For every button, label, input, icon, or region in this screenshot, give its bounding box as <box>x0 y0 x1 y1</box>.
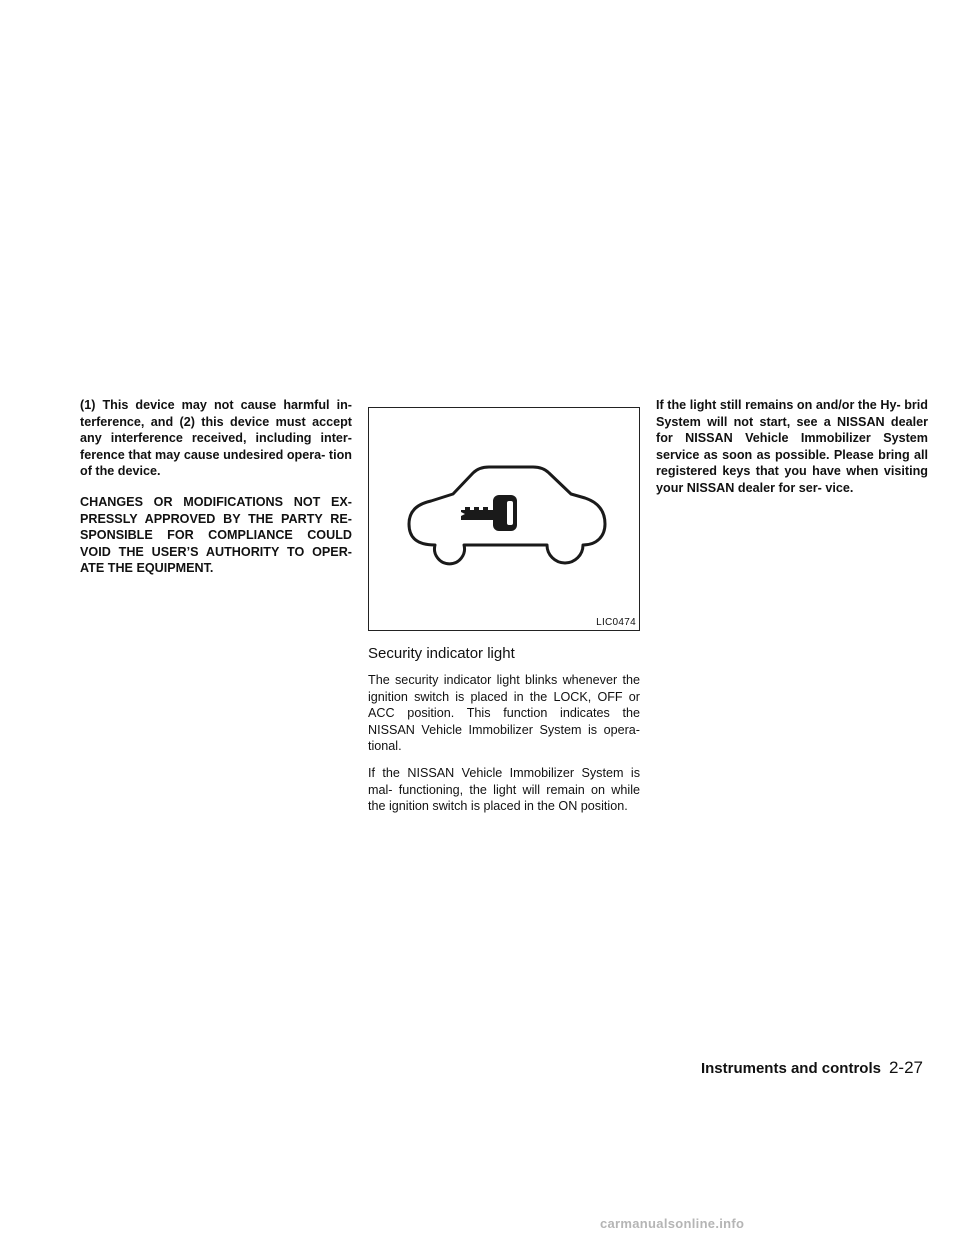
malfunction-paragraph: If the NISSAN Vehicle Immobilizer System is mal- functioning, the light will remain on while the ignition switch is placed in the ON position. <box>368 765 640 814</box>
page-number: 2-27 <box>888 1058 923 1077</box>
watermark: carmanualsonline.info <box>600 1216 745 1231</box>
figure-code: LIC0474 <box>596 617 636 628</box>
dealer-service-paragraph: If the light still remains on and/or the Hy- brid System will not start, see a NISSAN dealer for NISSAN Vehicle Immobilizer System service as soon as possible. Please bring all registered keys that you have when visiting your NISSAN dealer for ser- vice. <box>656 398 928 495</box>
footer-section-title: Instruments and controls <box>700 1060 881 1077</box>
car-key-icon <box>369 408 639 630</box>
security-light-paragraph: The security indicator light blinks whenever the ignition switch is placed in the LOCK, OFF or ACC position. This function indicates the NISSAN Vehicle Immobilizer System is opera- tional. <box>368 673 640 754</box>
middle-column <box>368 397 640 825</box>
left-column <box>80 397 352 591</box>
security-indicator-figure <box>368 407 640 631</box>
fcc-interference-paragraph: (1) This device may not cause harmful in- terference, and (2) this device must accept any interference received, including inter- ference that may cause undesired opera- tion of the device. <box>80 398 352 479</box>
right-column <box>656 397 928 511</box>
page-footer <box>701 1058 923 1078</box>
fcc-changes-warning: CHANGES OR MODIFICATIONS NOT EX- PRESSLY APPROVED BY THE PARTY RE- SPONSIBLE FOR COMPLIANCE COULD VOID THE USER’S AUTHORITY TO OPER- ATE THE EQUIPMENT. <box>80 494 352 576</box>
section-heading: Security indicator light <box>368 645 515 662</box>
key-shape <box>461 495 517 531</box>
